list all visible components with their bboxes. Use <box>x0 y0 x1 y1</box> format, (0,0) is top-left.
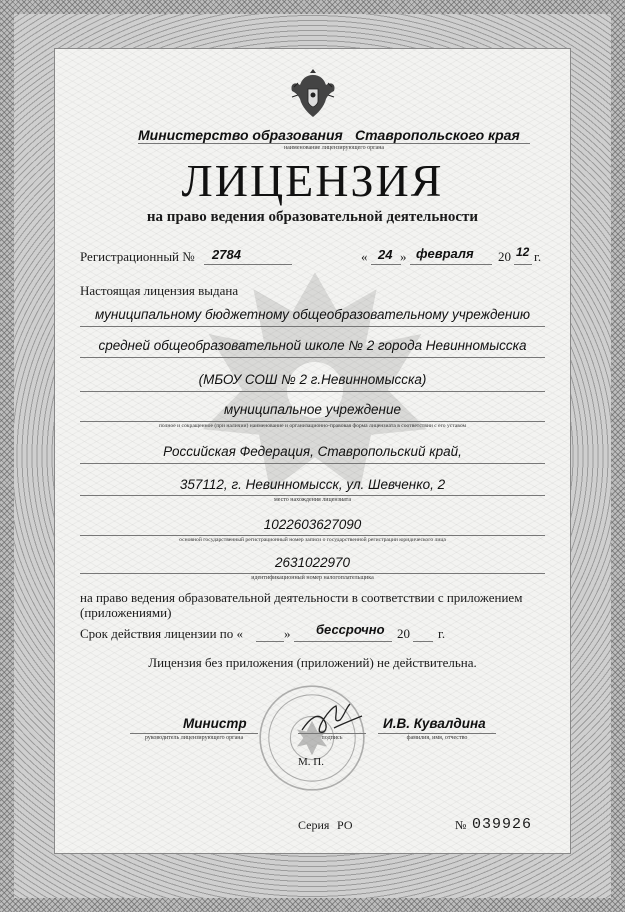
document-subtitle: на право ведения образовательной деятельности <box>146 209 479 225</box>
registration-number: 2784 <box>212 247 241 262</box>
ogrn-value: 1022603627090 <box>263 517 362 532</box>
inn-caption: идентификационный номер налогоплательщика <box>251 575 374 581</box>
address-line-1-rule <box>80 463 545 464</box>
date-year-unit: г. <box>534 249 542 264</box>
org-line-3: (МБОУ СОШ № 2 г.Невинномысска) <box>198 372 427 387</box>
address-caption: место нахождения лицензиата <box>273 497 352 503</box>
validity-value: бессрочно <box>316 622 385 637</box>
validity-year-line <box>413 641 433 642</box>
validity-quote-close: » <box>284 626 291 641</box>
notice-text: Лицензия без приложения (приложений) не действительна. <box>148 655 477 670</box>
purpose-text: на право ведения образовательной деятельности в соответствии с приложением (приложениями) <box>80 590 523 620</box>
date-month-line <box>410 264 492 265</box>
blank-number: 039926 <box>472 816 533 833</box>
address-line-2-rule <box>80 495 545 496</box>
org-caption: полное и сокращенное (при наличии) наименование и организационно-правовая форма лицензиата в соответствии с его уставом <box>158 423 467 429</box>
date-day: 24 <box>378 247 393 262</box>
date-year-line <box>514 264 532 265</box>
number-label: № <box>455 818 467 832</box>
ministry-name: Министерство образования <box>138 127 343 143</box>
ministry-underline <box>138 143 530 144</box>
date-month: февраля <box>416 246 474 261</box>
series-value: РО <box>337 818 353 832</box>
org-line-3-rule <box>80 391 545 392</box>
org-line-1: муниципальному бюджетному общеобразовательному учреждению <box>94 307 530 322</box>
registration-label: Регистрационный № <box>80 249 195 264</box>
position-caption: руководитель лицензирующего органа <box>144 735 244 741</box>
ministry-caption: наименование лицензирующего органа <box>283 145 385 151</box>
org-line-2-rule <box>80 357 545 358</box>
series-label: Серия <box>298 818 330 832</box>
org-line-2: средней общеобразовательной школе № 2 города Невинномысска <box>98 338 527 353</box>
validity-day-line <box>256 641 284 642</box>
name-rule <box>378 733 496 734</box>
name-caption: фамилия, имя, отчество <box>406 735 468 741</box>
inn-rule <box>80 573 545 574</box>
signature-rule <box>298 733 366 734</box>
position-rule <box>130 733 258 734</box>
signature-caption: подпись <box>321 735 343 741</box>
address-line-1: Российская Федерация, Ставропольский край, <box>163 444 462 459</box>
date-year-suffix: 12 <box>516 245 530 259</box>
signatory-name: И.В. Кувалдина <box>383 716 486 731</box>
issued-to-label: Настоящая лицензия выдана <box>80 283 239 298</box>
org-line-1-rule <box>80 326 545 327</box>
coat-of-arms-icon <box>288 65 338 120</box>
date-day-line <box>371 264 401 265</box>
address-line-2: 357112, г. Невинномысск, ул. Шевченко, 2 <box>179 477 446 492</box>
signatory-position: Министр <box>183 716 247 731</box>
validity-month-line <box>294 641 392 642</box>
seal-place-label: М. П. <box>298 756 324 768</box>
ministry-region: Ставропольского края <box>355 127 520 143</box>
org-line-4: муниципальное учреждение <box>223 402 402 417</box>
org-line-4-rule <box>80 421 545 422</box>
validity-label: Срок действия лицензии по « <box>80 626 243 641</box>
validity-year-prefix: 20 <box>397 626 410 641</box>
validity-year-unit: г. <box>438 626 446 641</box>
date-year-prefix: 20 <box>498 249 511 264</box>
document-title: ЛИЦЕНЗИЯ <box>181 155 444 206</box>
registration-number-line <box>204 264 292 265</box>
inn-value: 2631022970 <box>274 555 351 570</box>
ogrn-caption: основной государственный регистрационный номер записи о государственной регистрации юридического лица <box>179 537 446 543</box>
date-quote-close: » <box>400 249 407 264</box>
date-quote-open: « <box>361 249 368 264</box>
ogrn-rule <box>80 535 545 536</box>
